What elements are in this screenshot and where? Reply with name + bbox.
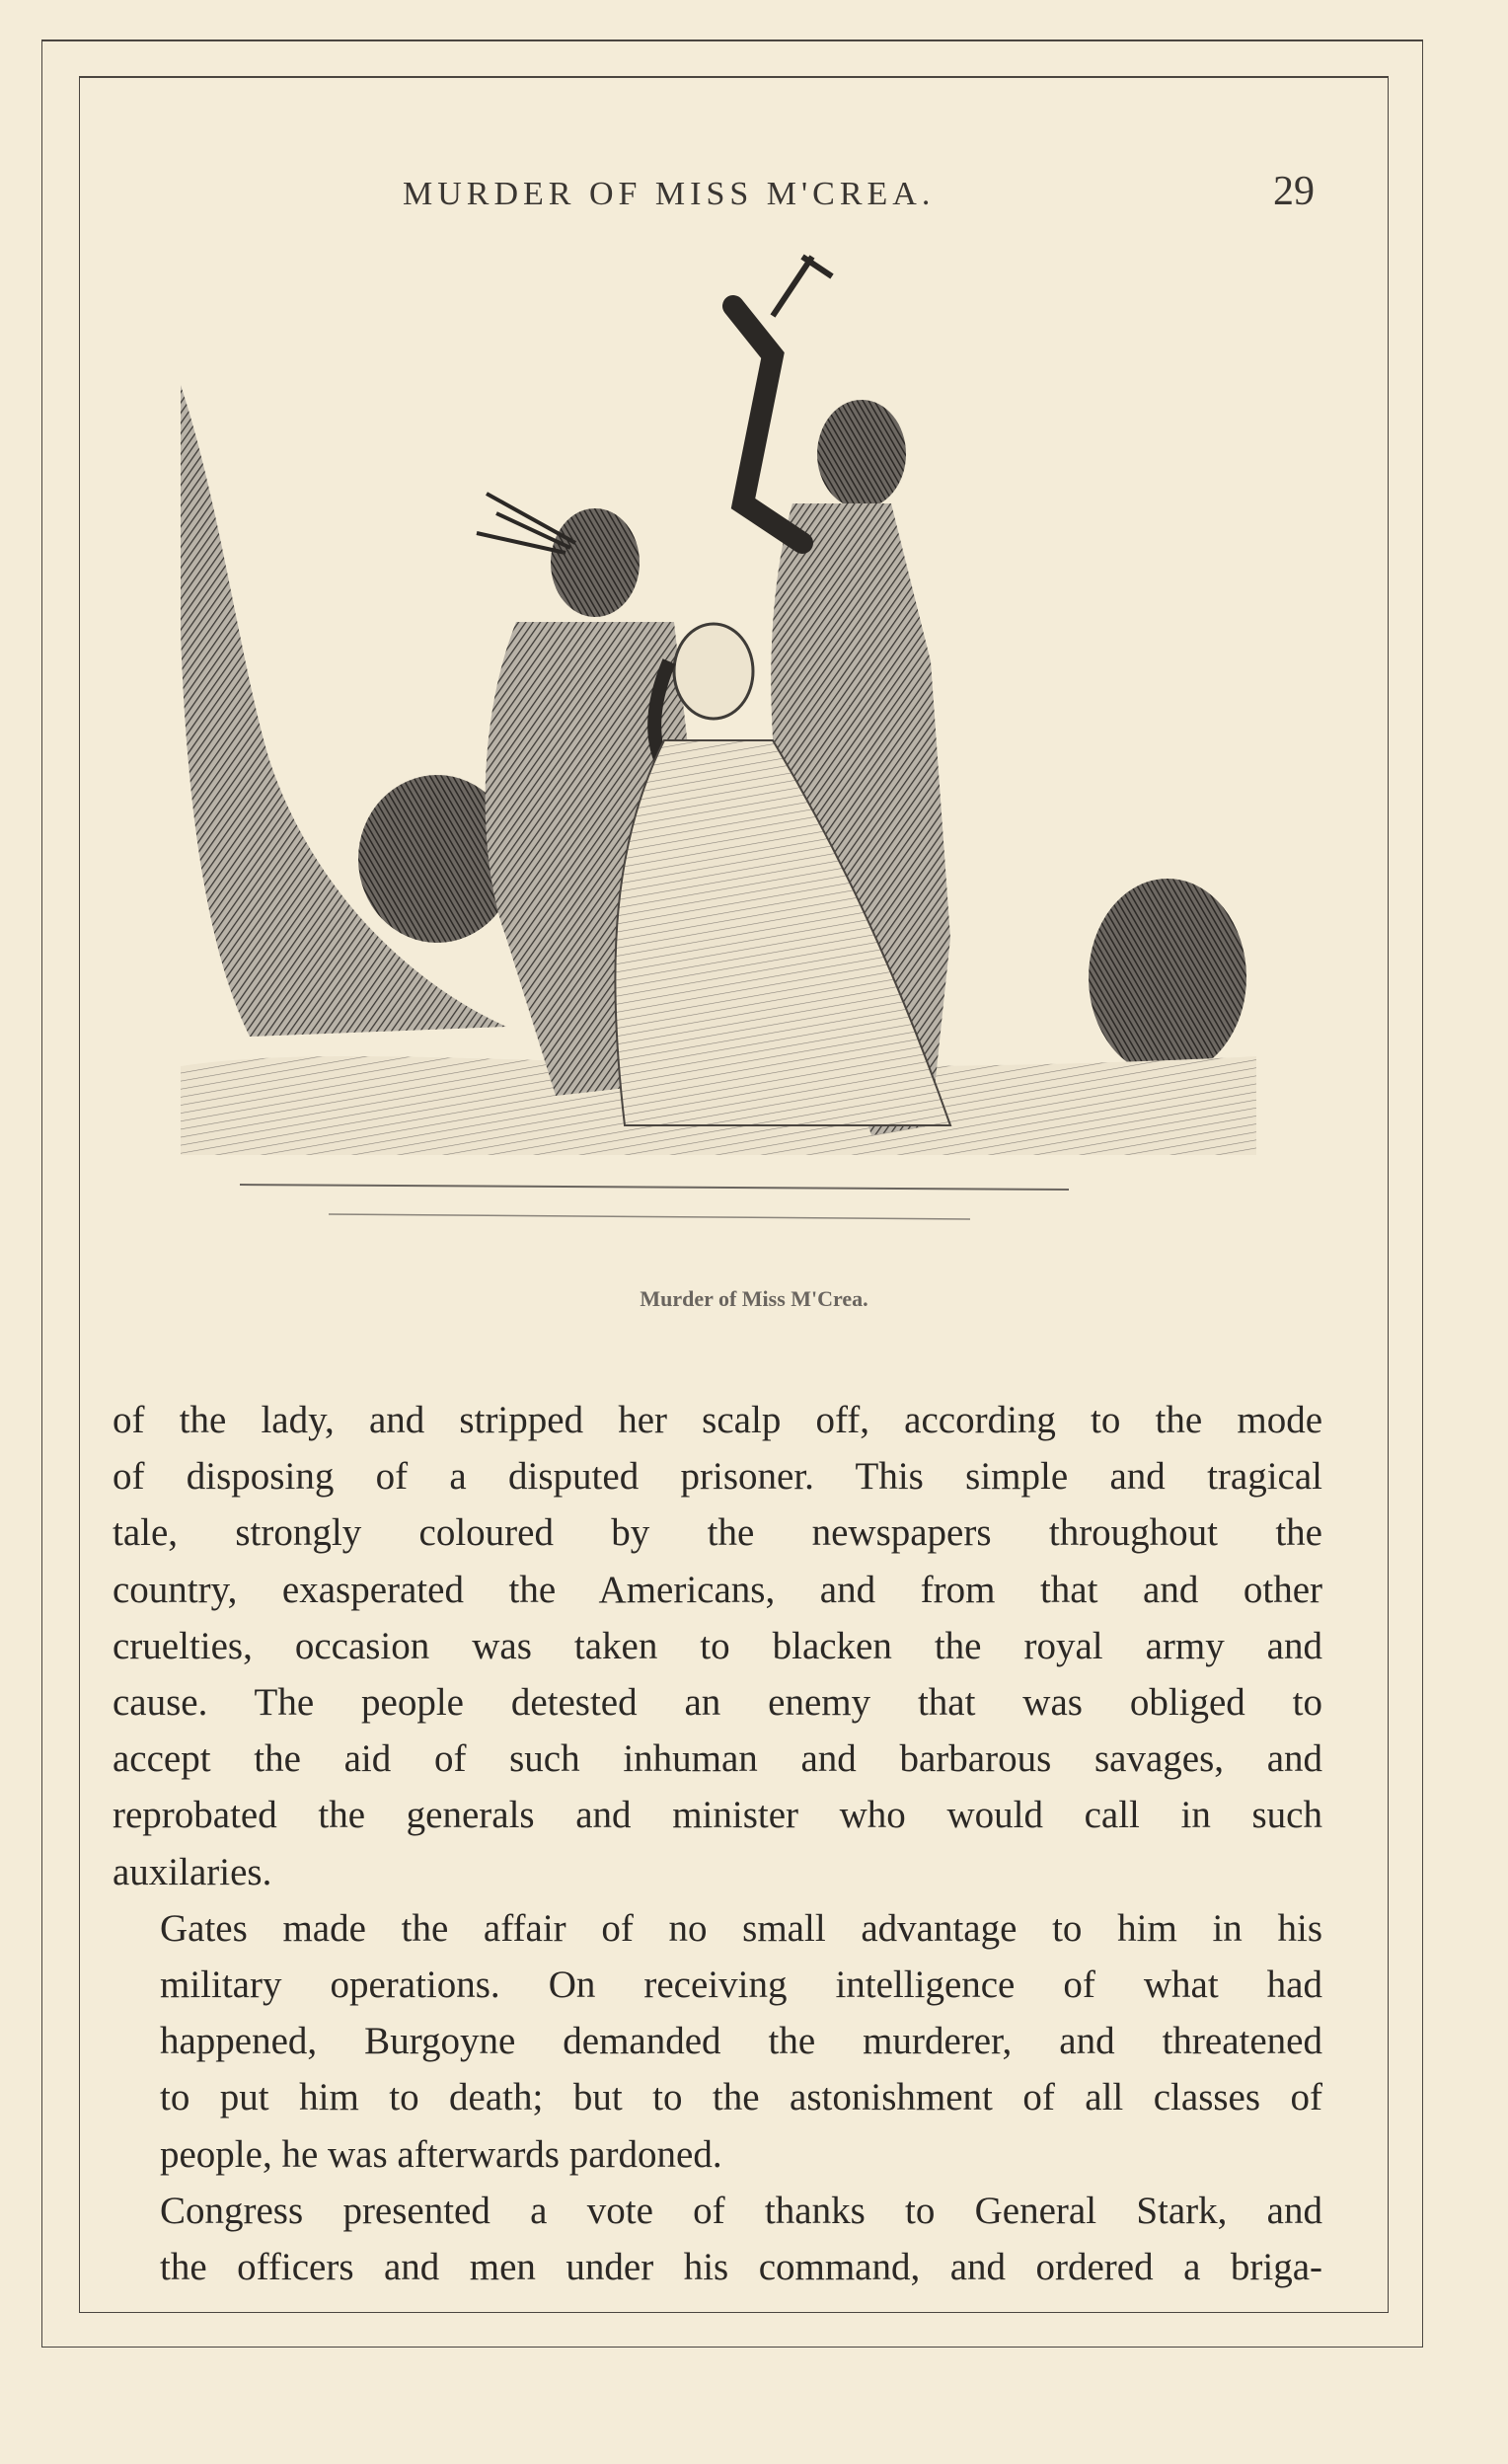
text-line: Congress presented a vote of thanks to General Stark, and (160, 2189, 1322, 2232)
text-line: cruelties, occasion was taken to blacken the royal army and (113, 1624, 1322, 1667)
text-line: reprobated the generals and minister who would call in such (113, 1794, 1322, 1837)
body-text (113, 1392, 1322, 2295)
text-line: auxilaries. (113, 1850, 272, 1893)
text-line: Gates made the affair of no small advantage to him in his (160, 1906, 1322, 1950)
text-line: to put him to death; but to the astonishment of all classes of (160, 2076, 1322, 2119)
text-line: tale, strongly coloured by the newspapers throughout the (113, 1511, 1322, 1555)
paragraph-2 (113, 1900, 1322, 2183)
text-line: country, exasperated the Americans, and from that and other (113, 1568, 1322, 1611)
text-line: cause. The people detested an enemy that was obliged to (113, 1681, 1322, 1725)
text-line: the officers and men under his command, and ordered a briga- (160, 2246, 1322, 2289)
text-line: of the lady, and stripped her scalp off, according to the mode (113, 1399, 1322, 1441)
running-title: MURDER OF MISS M'CREA. (403, 176, 936, 212)
text-line: accept the aid of such inhuman and barbarous savages, and (113, 1737, 1322, 1781)
engraving-illustration (181, 247, 1256, 1264)
paragraph-3 (113, 2183, 1322, 2295)
paragraph-1 (113, 1392, 1322, 1900)
text-line: people, he was afterwards pardoned. (160, 2132, 722, 2176)
text-line: happened, Burgoyne demanded the murderer, and threatened (160, 2020, 1322, 2063)
right-bush (1089, 879, 1246, 1076)
text-line: of disposing of a disputed prisoner. This simple and tragical (113, 1455, 1322, 1499)
illustration-caption: Murder of Miss M'Crea. (640, 1286, 868, 1311)
text-line: military operations. On receiving intelligence of what had (160, 1964, 1322, 2007)
page-number: 29 (1273, 169, 1315, 214)
